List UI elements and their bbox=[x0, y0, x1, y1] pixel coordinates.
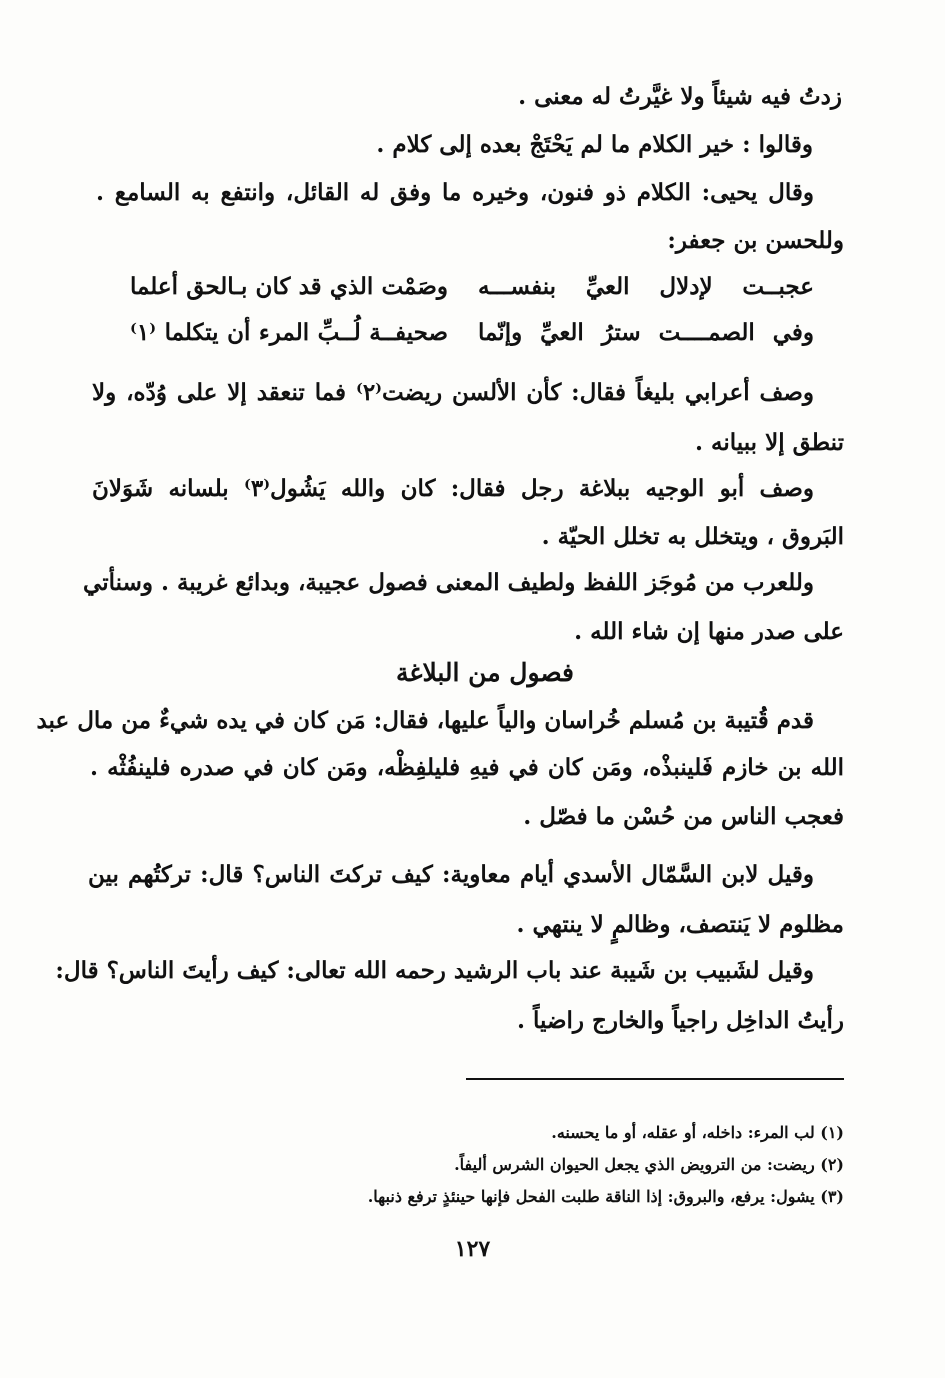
body-line: على صدر منها إن شاء الله . bbox=[574, 618, 844, 645]
body-line: وقالوا : خير الكلام ما لم يَحْتَجْ بعده إلى كلام . bbox=[376, 131, 813, 158]
verse-first-hemistich: عجبــت لإدلال العيِّ بنفســـه bbox=[478, 273, 814, 300]
footnote-3: (٣) يشول: يرفع، والبروق: إذا الناقة طلبت الفحل فإنها حينئذٍ ترفع ذنبها. bbox=[367, 1187, 844, 1206]
footnote-separator bbox=[466, 1078, 844, 1080]
body-line: قدم قُتيبة بن مُسلم خُراسان والياً عليها، فقال: مَن كان في يده شيءٌ من مال عبد bbox=[36, 707, 814, 734]
section-heading: فصول من البلاغة bbox=[395, 658, 575, 687]
body-line: وقيل لابن السَّمّال الأسدي أيام معاوية: كيف تركتَ الناس؟ قال: تركتُهم بين bbox=[88, 861, 814, 888]
body-line: وصف أعرابي بليغاً فقال: كأن الألسن ريضت⁽٢⁾ فما تنعقد إلا على وُدّه، ولا bbox=[92, 379, 815, 406]
body-line: وقال يحيى: الكلام ذو فنون، وخيره ما وفق له القائل، وانتفع به السامع . bbox=[96, 179, 814, 206]
body-line: الله بن خازم فَلينبذْه، ومَن كان في فيهِ فليلفِظْه، ومَن كان في صدره فلينفُثْه . bbox=[90, 754, 844, 781]
body-line: فعجب الناس من حُسْن ما فصّل . bbox=[523, 803, 844, 830]
body-line: وقيل لشَبيب بن شَيبة عند باب الرشيد رحمه الله تعالى: كيف رأيتَ الناس؟ قال: bbox=[55, 957, 814, 984]
footnote-1: (١) لب المرء: داخله، أو عقله، أو ما يحسنه. bbox=[551, 1123, 844, 1142]
body-line: وللحسن بن جعفر: bbox=[667, 227, 844, 254]
page-number: ١٢٧ bbox=[454, 1236, 491, 1262]
verse-second-hemistich: صحيفــة لُــبِّ المرء أن يتكلما ⁽١⁾ bbox=[130, 319, 448, 346]
body-line: البَروق ، ويتخلل به تخلل الحيّة . bbox=[541, 523, 844, 550]
verse-second-hemistich: وصَمْت الذي قد كان بـالحق أعلما bbox=[130, 273, 448, 300]
footnote-2: (٢) ريضت: من الترويض الذي يجعل الحيوان الشرس أليفاً. bbox=[454, 1155, 844, 1174]
body-line: مظلوم لا يَنتصف، وظالمٍ لا ينتهي . bbox=[516, 911, 844, 938]
body-line: وللعرب من مُوجَز اللفظ ولطيف المعنى فصول عجيبة، وبدائع غريبة . وسنأتي bbox=[83, 569, 814, 596]
body-line: تنطق إلا ببيانه . bbox=[695, 429, 844, 456]
body-line: وصف أبو الوجيه ببلاغة رجل فقال: كان والله يَشُول⁽٣⁾ بلسانه شَوَلانَ bbox=[92, 475, 814, 502]
body-line: زدتُ فيه شيئاً ولا غيَّرتُ له معنى . bbox=[518, 83, 842, 110]
verse-first-hemistich: وفي الصمــــت سترُ العيِّ وإنّما bbox=[478, 319, 814, 346]
body-line: رأيتُ الداخِل راجياً والخارج راضياً . bbox=[517, 1007, 844, 1034]
